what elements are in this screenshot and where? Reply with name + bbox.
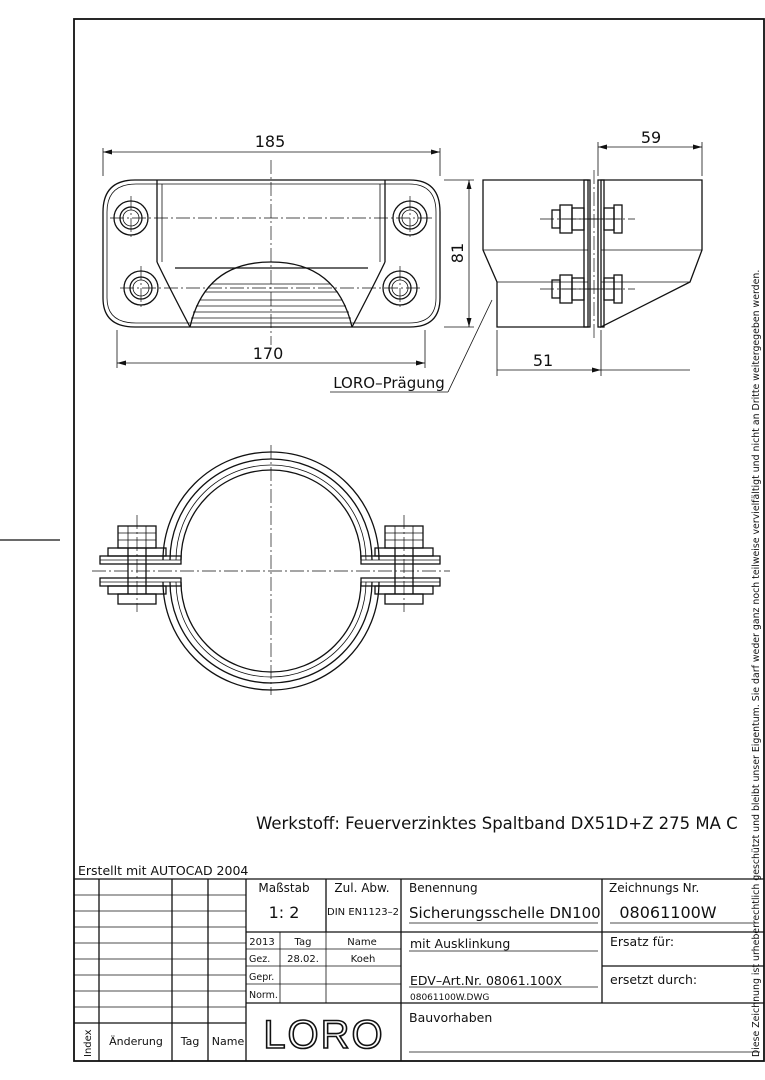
designation-label: Benennung: [409, 881, 478, 895]
designation-value: Sicherungsschelle DN100: [409, 904, 601, 922]
drawing-no-label: Zeichnungs Nr.: [609, 881, 700, 895]
name-label: Name: [347, 937, 377, 948]
dimension-185: [103, 132, 440, 176]
top-view: [103, 160, 440, 345]
dimension-59: [598, 128, 702, 176]
embossing-callout: [330, 300, 492, 392]
dim-170-text: 170: [252, 344, 284, 363]
drawing-no-value: 08061100W: [619, 903, 717, 922]
checked-label: Gepr.: [249, 972, 275, 983]
tolerance-value: DIN EN1123–2: [327, 907, 399, 918]
dimension-170: [117, 330, 425, 368]
dimension-81: [444, 180, 474, 327]
embossing-label: LORO–Prägung: [333, 374, 445, 392]
year: 2013: [249, 937, 275, 948]
dwg-file: 08061100W.DWG: [410, 993, 490, 1003]
dim-59-text: 59: [640, 128, 662, 147]
drawn-name: Koeh: [350, 954, 376, 965]
side-view: [483, 170, 702, 340]
tolerance-label: Zul. Abw.: [334, 881, 390, 895]
change-label: Änderung: [109, 1035, 163, 1048]
designation-sub: mit Ausklinkung: [410, 936, 511, 951]
loro-logo: LORO: [263, 1013, 385, 1057]
project-label: Bauvorhaben: [409, 1010, 493, 1025]
day-label: Tag: [294, 937, 312, 948]
change-day-label: Tag: [180, 1035, 200, 1048]
copyright-note: Diese Zeichnung ist urheberrechtlich geschützt und bleibt unser Eigentum. Sie darf weder ganz noch teilweise vervielfältigt und nicht an Dritte weitergegeben werden.: [751, 269, 762, 1057]
drawn-date: 28.02.: [287, 954, 319, 965]
norm-label: Norm.: [249, 990, 278, 1001]
dim-51-text: 51: [532, 351, 554, 370]
dim-81-text: 81: [448, 242, 467, 264]
scale-value: 1: 2: [268, 903, 300, 922]
dimension-51: [497, 330, 690, 376]
dim-185-text: 185: [254, 132, 286, 151]
replaced-by-label: ersetzt durch:: [610, 972, 698, 987]
front-view: [92, 445, 450, 695]
material-note: Werkstoff: Feuerverzinktes Spaltband DX51D+Z 275 MA C: [256, 814, 738, 833]
index-label: Index: [83, 1029, 94, 1057]
scale-label: Maßstab: [258, 881, 310, 895]
drawn-label: Gez.: [249, 954, 271, 965]
title-block: [74, 863, 764, 1061]
replacement-for-label: Ersatz für:: [610, 934, 675, 949]
change-name-label: Name: [211, 1035, 245, 1048]
created-with: Erstellt mit AUTOCAD 2004: [78, 863, 249, 878]
edv-number: EDV–Art.Nr. 08061.100X: [410, 973, 563, 988]
